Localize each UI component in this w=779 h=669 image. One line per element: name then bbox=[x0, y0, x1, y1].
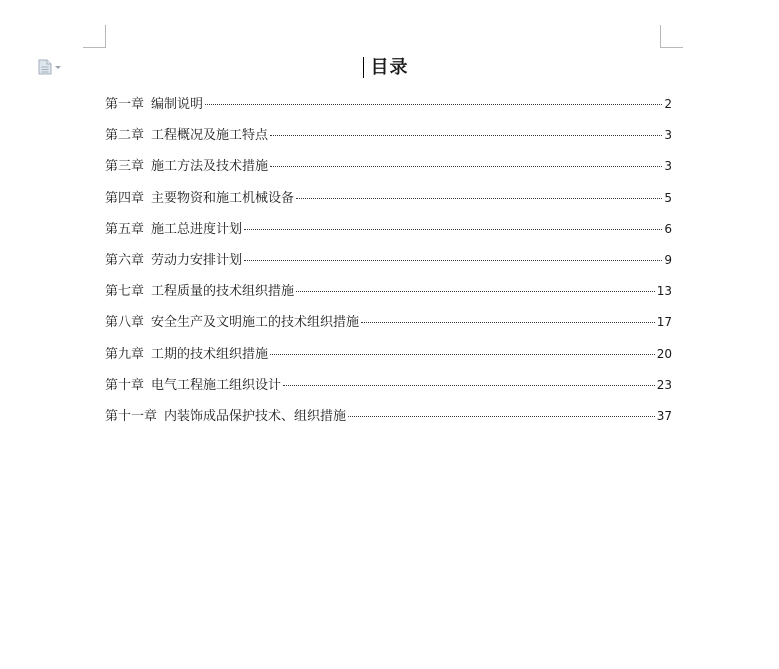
toc-page-number: 6 bbox=[664, 221, 672, 236]
toc-page-number: 3 bbox=[664, 128, 672, 143]
toc-chapter-title: 施工方法及技术措施 bbox=[151, 159, 269, 175]
toc-dot-leader bbox=[361, 321, 655, 323]
toc-page-number: 37 bbox=[656, 408, 672, 423]
toc-dot-leader bbox=[296, 290, 655, 292]
toc-chapter-number: 第五章 bbox=[105, 221, 145, 237]
toc-dot-leader bbox=[296, 197, 662, 199]
toc-entry[interactable] bbox=[105, 280, 672, 311]
toc-chapter-number: 第六章 bbox=[105, 252, 145, 268]
toc-page-number: 3 bbox=[664, 159, 672, 174]
toc-page-number: 5 bbox=[664, 190, 672, 205]
toc-page-number: 17 bbox=[656, 315, 672, 330]
toc-chapter-number: 第二章 bbox=[105, 128, 145, 144]
page-corner-mark-top-left bbox=[83, 25, 106, 48]
toc-chapter-title: 工程概况及施工特点 bbox=[151, 128, 269, 144]
toc-page-number: 23 bbox=[656, 377, 672, 392]
toc-entry[interactable] bbox=[105, 343, 672, 374]
toc-chapter-title: 电气工程施工组织设计 bbox=[151, 377, 282, 393]
toc-chapter-number: 第四章 bbox=[105, 190, 145, 206]
toc-chapter-title: 安全生产及文明施工的技术组织措施 bbox=[151, 315, 360, 331]
toc-entry[interactable] bbox=[105, 249, 672, 280]
toc-page-number: 9 bbox=[664, 252, 672, 267]
toc-chapter-title: 编制说明 bbox=[151, 97, 204, 112]
toc-entry[interactable] bbox=[105, 124, 672, 155]
toc-dot-leader bbox=[244, 259, 662, 261]
page-corner-mark-top-right bbox=[660, 25, 683, 48]
toc-dot-leader bbox=[205, 103, 662, 105]
toc-page-number: 2 bbox=[664, 97, 672, 111]
toc-chapter-number: 第三章 bbox=[105, 159, 145, 175]
toc-chapter-title: 工期的技术组织措施 bbox=[151, 346, 269, 362]
toc-chapter-title: 主要物资和施工机械设备 bbox=[151, 190, 295, 206]
toc-entry[interactable] bbox=[105, 405, 672, 436]
toc-dot-leader bbox=[244, 228, 662, 230]
toc-chapter-number: 第十章 bbox=[105, 377, 145, 393]
toc-chapter-title: 施工总进度计划 bbox=[151, 221, 243, 237]
toc-entry[interactable] bbox=[105, 155, 672, 186]
toc-chapter-number: 第八章 bbox=[105, 315, 145, 331]
table-of-contents bbox=[105, 93, 672, 436]
toc-dot-leader bbox=[270, 134, 662, 136]
toc-chapter-number: 第一章 bbox=[105, 97, 145, 112]
toc-title: 目录 bbox=[370, 57, 409, 78]
toc-dot-leader bbox=[270, 165, 662, 167]
toc-page-number: 13 bbox=[656, 284, 672, 299]
toc-chapter-number: 第十一章 bbox=[105, 408, 158, 424]
toc-entry[interactable] bbox=[105, 374, 672, 405]
toc-entry[interactable] bbox=[105, 218, 672, 249]
toc-dot-leader bbox=[270, 353, 655, 355]
toc-entry[interactable] bbox=[105, 311, 672, 342]
toc-page-number: 20 bbox=[656, 346, 672, 361]
toc-dot-leader bbox=[348, 415, 655, 417]
toc-chapter-title: 劳动力安排计划 bbox=[151, 252, 243, 268]
toc-entry[interactable] bbox=[105, 93, 672, 124]
toc-entry[interactable] bbox=[105, 187, 672, 218]
toc-dot-leader bbox=[283, 384, 655, 386]
toc-chapter-title: 工程质量的技术组织措施 bbox=[151, 284, 295, 300]
toc-chapter-number: 第九章 bbox=[105, 346, 145, 362]
toc-chapter-title: 内装饰成品保护技术、组织措施 bbox=[164, 408, 347, 424]
toc-chapter-number: 第七章 bbox=[105, 284, 145, 300]
